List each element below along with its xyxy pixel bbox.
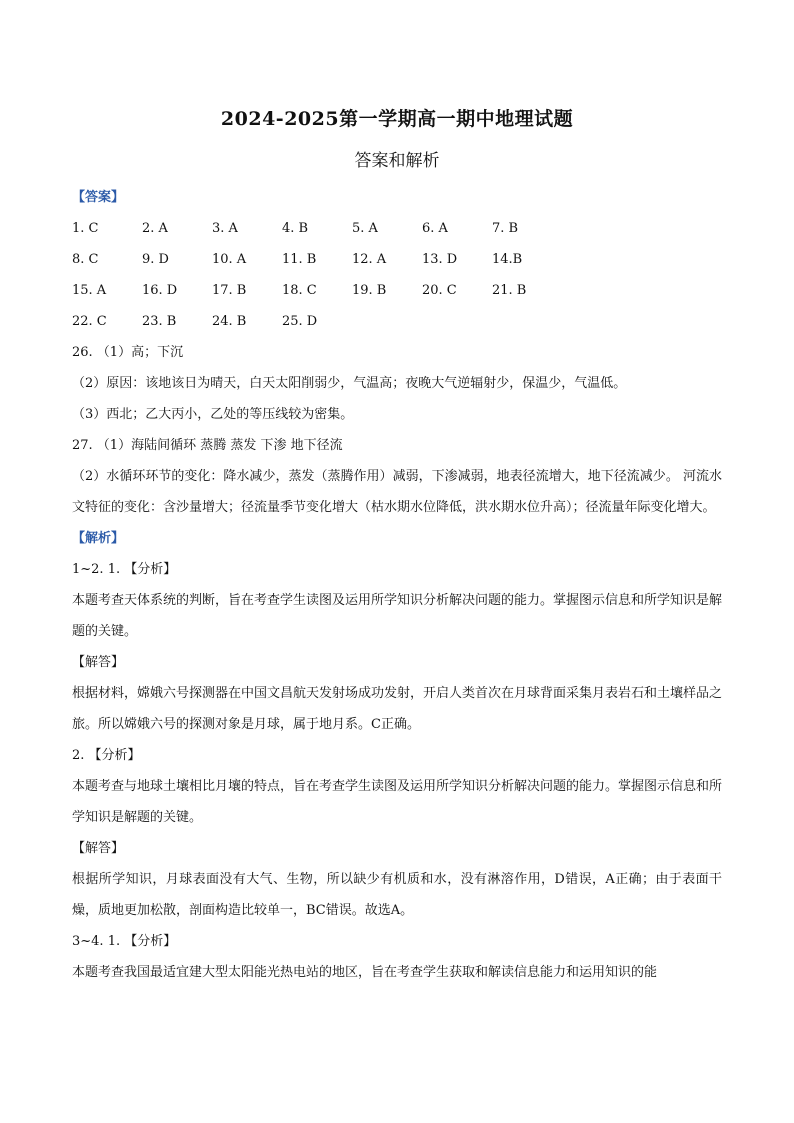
solve-tag: 【解答】 xyxy=(72,841,125,856)
solve-paragraph: 根据所学知识，月球表面没有大气、生物，所以缺少有机质和水，没有淋溶作用，D错误，A正确；由于表面干燥，质地更加松散，剖面构造比较单一，BC错误。故选A。 xyxy=(72,872,722,918)
document-subtitle: 答案和解析 xyxy=(354,151,440,171)
answer-row xyxy=(72,213,722,244)
answer-item: 25. D xyxy=(282,314,318,329)
analysis-paragraph: 本题考查天体系统的判断，旨在考查学生读图及运用所学知识分析解决问题的能力。掌握图示信息和所学知识是解题的关键。 xyxy=(72,593,723,639)
solve-tag: 【解答】 xyxy=(72,655,125,670)
answer-item: 2. A xyxy=(142,221,168,236)
answer-row xyxy=(72,306,722,337)
answer-item: 7. B xyxy=(492,221,519,236)
answer-row xyxy=(72,244,722,275)
answer-item: 19. B xyxy=(352,283,387,298)
document-body xyxy=(72,182,722,988)
q26-line: 26. （1）高；下沉 xyxy=(72,345,184,360)
answer-item: 24. B xyxy=(212,314,247,329)
q26-line: （2）原因：该地该日为晴天，白天太阳削弱少，气温高；夜晚大气逆辐射少，保温少，气温低。 xyxy=(72,376,627,391)
section-heading: 2. 【分析】 xyxy=(72,748,141,763)
answer-item: 16. D xyxy=(142,283,178,298)
answer-item: 9. D xyxy=(142,252,169,267)
q27-paragraph: （2）水循环环节的变化：降水减少，蒸发（蒸腾作用）减弱，下渗减弱，地表径流增大，地下径流减少。 河流水文特征的变化：含沙量增大；径流量季节变化增大（枯水期水位降低，洪水期水位升高）；径流量年际变化增大。 xyxy=(72,469,722,515)
answers-tag: 【答案】 xyxy=(72,190,125,205)
answer-item: 5. A xyxy=(352,221,378,236)
document-title: 2024-2025第一学期高一期中地理试题 xyxy=(220,108,574,130)
answer-item: 15. A xyxy=(72,283,107,298)
section-heading: 3~4. 1. 【分析】 xyxy=(72,934,177,949)
solve-paragraph: 根据材料，嫦娥六号探测器在中国文昌航天发射场成功发射，开启人类首次在月球背面采集月表岩石和土壤样品之旅。所以嫦娥六号的探测对象是月球，属于地月系。C正确。 xyxy=(72,686,723,732)
answer-item: 10. A xyxy=(212,252,247,267)
analysis-paragraph: 本题考查与地球土壤相比月壤的特点，旨在考查学生读图及运用所学知识分析解决问题的能力。掌握图示信息和所学知识是解题的关键。 xyxy=(72,779,723,825)
answer-item: 3. A xyxy=(212,221,238,236)
answer-item: 6. A xyxy=(422,221,448,236)
answer-item: 13. D xyxy=(422,252,458,267)
answer-item: 8. C xyxy=(72,252,99,267)
answer-row xyxy=(72,275,722,306)
q27-line: 27. （1）海陆间循环 蒸腾 蒸发 下渗 地下径流 xyxy=(72,438,343,453)
answer-item: 20. C xyxy=(422,283,457,298)
answer-item: 14.B xyxy=(492,252,523,267)
section-heading: 1~2. 1. 【分析】 xyxy=(72,562,177,577)
answer-item: 12. A xyxy=(352,252,387,267)
answer-item: 17. B xyxy=(212,283,247,298)
q26-line: （3）西北；乙大丙小，乙处的等压线较为密集。 xyxy=(72,407,354,422)
answer-item: 21. B xyxy=(492,283,527,298)
answer-item: 1. C xyxy=(72,221,99,236)
analysis-paragraph: 本题考查我国最适宜建大型太阳能光热电站的地区，旨在考查学生获取和解读信息能力和运用知识的能 xyxy=(72,965,658,980)
answer-item: 18. C xyxy=(282,283,317,298)
answer-item: 23. B xyxy=(142,314,177,329)
analysis-tag: 【解析】 xyxy=(72,531,125,546)
answer-item: 4. B xyxy=(282,221,309,236)
answer-item: 22. C xyxy=(72,314,107,329)
answer-item: 11. B xyxy=(282,252,317,267)
